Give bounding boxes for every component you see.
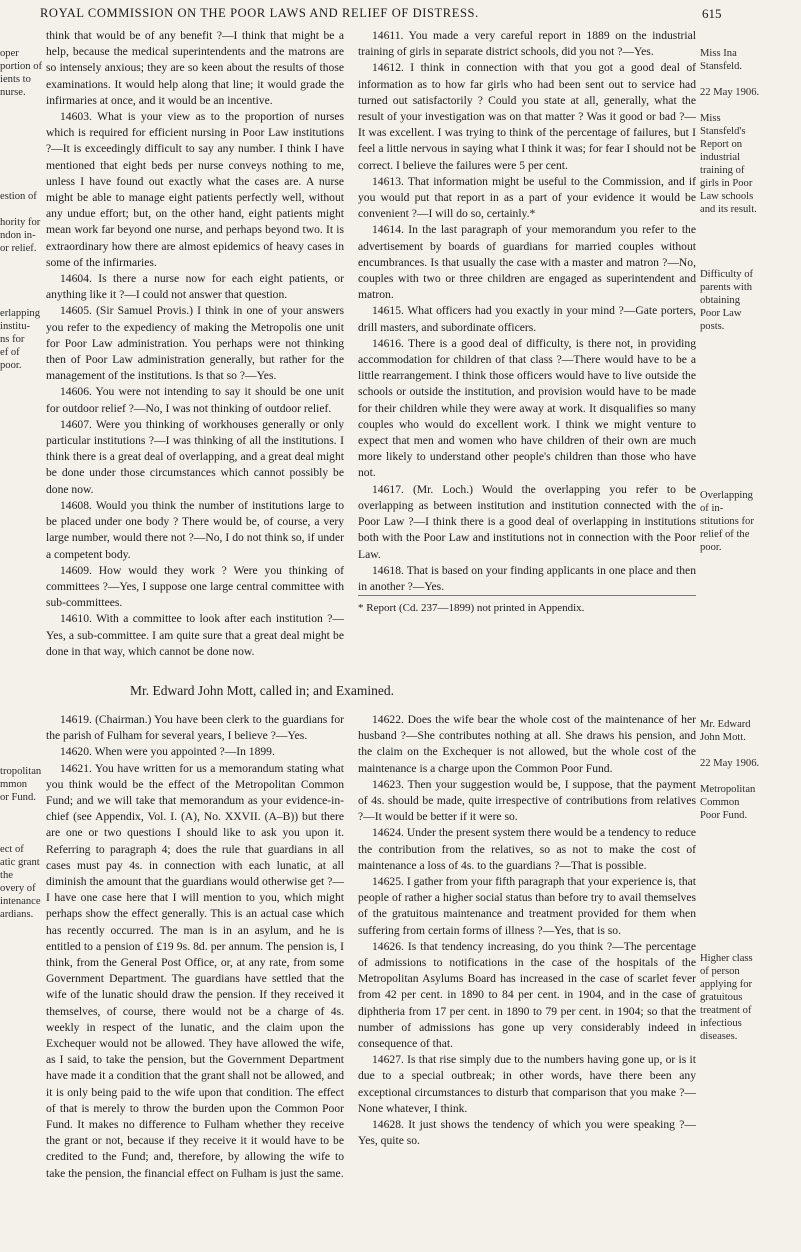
paragraph: 14618. That is based on your finding applicants in one place and then in another ?—Yes. — [358, 563, 696, 593]
paragraph: 14607. Were you thinking of workhouses generally or only particular institutions ?—I was thinking of all the institutions. I think there is a great deal of overlapping, and a great deal might be done under those circumstances which cannot possibly be done now. — [46, 417, 344, 496]
paragraph: 14605. (Sir Samuel Provis.) I think in one of your answers you refer to the expediency of making the Metropolis one unit for Poor Law administration. You perhaps were not thinking then of Poor Law administration generally, but rather for the management of the institutions. Is that so ?—Yes. — [46, 304, 344, 383]
paragraph: 14609. How would they work ? Were you thinking of committees ?—Yes, I suppose one large central committee with sub-committees. — [46, 563, 344, 610]
paragraph: 14608. Would you think the number of institutions large to be placed under one body ? There would be, of course, a very large number, would there not ?—No, I do not think so, if under a competent body. — [46, 498, 344, 561]
paragraph: 14612. I think in connection with that you got a good deal of information as to how far girls who had been sent out to service had turned out satisfactorily ? Could you state at all, generally, what the result of your investigation was on that matter ? Was it good or bad ?—It was excellent. I was trying to think of the percentage of failures, but I feel a little nervous in saying what I think it was; for fear I should not be correct. I believe the failures were 5 per cent. — [358, 61, 696, 172]
paragraph: 14624. Under the present system there would be a tendency to reduce the contribution from the relatives, so as not to make the cost of maintenance a loss of 4s. to the guardians ?—That is possible. — [358, 826, 696, 872]
paragraph: 14627. Is that rise simply due to the numbers having gone up, or is it due to a special outbreak; in other words, have there been any exceptional circumstances to disturb that comparison that you make ?—None whatever, I think. — [358, 1053, 696, 1115]
paragraph: 14606. You were not intending to say it should be one unit for outdoor relief ?—No, I was not thinking of outdoor relief. — [46, 385, 344, 415]
column-left-top — [46, 28, 344, 660]
left-margin-notes-top: oper portion of ients to nurse. estion of hority for ndon in- or relief. erlapping institu- ns for ef of poor. — [0, 48, 43, 371]
paragraph: 14623. Then your suggestion would be, I suppose, that the payment of 4s. should be made, quite irrespective of contributions from relatives ?—It would be better if it were so. — [358, 777, 696, 824]
column-right-top — [358, 28, 696, 616]
paragraph: 14603. What is your view as to the proportion of nurses which is required for efficient nursing in Poor Law institutions ?—It is exceedingly difficult to say any number. I think I have mentioned that eight beds per nurse conveys nothing to me, unless I have found out exactly what the cases are. A nurse might be able to manage eight patients perfectly well, without any undue effort; but, on the other hand, eight patients might mean work far beyond one nurse, and perhaps beyond two. It is extraordinary how there are almost epidemics of heavy cases in some of the infirmaries. — [46, 110, 344, 269]
right-margin-notes-bottom: Mr. Edward John Mott. 22 May 1906. Metropolitan Common Poor Fund. Higher class of person applying for gratuitous treatment of infectious diseases. — [700, 719, 760, 1042]
footnote: * Report (Cd. 237—1899) not printed in Appendix. — [358, 595, 696, 616]
right-margin-notes-top: Miss Ina Stansfeld. 22 May 1906. Miss Stansfeld's Report on industrial training of girls in Poor Law schools and its result. Difficulty of parents with obtaining Poor Law posts. Overlapping of in- stitutions for relief of the poor. — [700, 48, 760, 553]
paragraph: 14614. In the last paragraph of your memorandum you refer to the advertisement by boards of guardians for married couples without encumbrances. Is that usually the case with a master and matron ?—No, couples with two or three children are engaged as superintendent and matron. — [358, 223, 696, 302]
page-number: 615 — [702, 6, 722, 21]
paragraph: 14617. (Mr. Loch.) Would the overlapping you refer to be overlapping as between institution and institution connected with the Poor Law ?—I think there is a good deal of overlapping in institutions both with the Poor Law and institutions not in connection with the Poor Law. — [358, 482, 696, 561]
page-header — [0, 6, 801, 24]
paragraph: 14615. What officers had you exactly in your mind ?—Gate porters, drill masters, and subordinate officers. — [358, 304, 696, 334]
paragraph: 14622. Does the wife bear the whole cost of the maintenance of her husband ?—She contributes nothing at all. She draws his pension, and the claim on the Exchequer is not allowed, but the whole cost of the maintenance is a charge upon the Common Poor Fund. — [358, 713, 696, 775]
paragraph: 14621. You have written for us a memorandum stating what you think would be the effect of the Metropolitan Common Fund; and we will take that memorandum as your evidence-in-chief (see Appendix, Vol. I. (A), No. XXVII. (A–B)) but there are one or two questions I should like to ask you upon it. Referring to paragraph 4; does the rule that guardians in all cases must pay 4s. in connection with each lunatic, at all diminish the amount that the guardians would otherwise get ?—I have one case here that I will mention to you, which might perhaps show the effect generally. This is an actual case which has recently occurred. The man is in an asylum, and he is entitled to a pension of £19 9s. 8d. per annum. The pension is, I think, from the General Post Office, or, at any rate, from some Government Department. The guardians have settled that the wife of the lunatic should draw the pension. If they received it themselves, of course, there would not be a charge of 4s. weekly in respect of the lunatic, and the claim upon the Exchequer would not be allowed. They have allowed the wife, as I said, to take the pension, but the Government Department have made it a condition that the grant shall not be allowed, and it is only being paid to the wife upon that condition. The effect of that is merely to throw the burden upon the Common Poor Fund. It makes no difference to Fulham whether they receive the grant or not, because if they receive it it would have to be credited to the Fund; and, therefore, by allowing the wife to take the pension, the financial effect on Fulham is just the same. — [46, 761, 344, 1180]
column-left-bottom — [46, 712, 344, 1182]
paragraph: 14613. That information might be useful to the Commission, and if you would put that report in as a part of your evidence it would be convenient ?—I will do so, certainly.* — [358, 174, 696, 221]
paragraph: 14626. Is that tendency increasing, do you think ?—The percentage of admissions to notifications in the case of the hospitals of the Metropolitan Asylums Board has increased in the case of scarlet fever from 42 per cent. in 1890 to 84 per cent. in 1904, and in the case of diphtheria from 17 per cent. in 1890 to 79 per cent. in 1904; so that the number of admissions has gone up very considerably indeed in consequence of that. — [358, 939, 696, 1051]
paragraph: 14625. I gather from your fifth paragraph that your experience is, that people of rather a higher social status than before try to avail themselves of the gratuitous maintenance and treatment provided for them when suffering from certain forms of illness ?—Yes, that is so. — [358, 875, 696, 937]
paragraph: think that would be of any benefit ?—I think that might be a help, because the medical superintendents and the matrons are so intensely anxious; they are so keen about the results of those examinations. It would help along that line; it would grade the infirmaries at once, and it would be an incentive. — [46, 29, 344, 107]
left-margin-notes-bottom: tropolitan mmon or Fund. ect of atic grant the overy of intenance ardians. — [0, 766, 42, 920]
paragraph: 14604. Is there a nurse now for each eight patients, or anything like it ?—I could not answer that question. — [46, 272, 344, 302]
paragraph: 14611. You made a very careful report in 1889 on the industrial training of girls in separate district schools, did you not ?—Yes. — [358, 29, 696, 59]
paragraph: 14616. There is a good deal of difficulty, is there not, in providing accommodation for children of that class ?—There would have to be a little rearrangement. I think those officers would have to live outside the schools or outside the institution, and provision would have to be made for their children while they were away at work. It disqualifies so many couples who would do excellent work. I think we might venture to expect that men and women who have children of their own are much more likely to understand other people's children than those who have not. — [358, 336, 696, 480]
running-title: ROYAL COMMISSION ON THE POOR LAWS AND RELIEF OF DISTRESS. — [40, 6, 479, 20]
column-right-bottom — [358, 712, 696, 1149]
paragraph: 14619. (Chairman.) You have been clerk to the guardians for the parish of Fulham for several years, I believe ?—Yes. — [46, 713, 344, 743]
witness-heading: Mr. Edward John Mott, called in; and Examined. — [130, 683, 394, 698]
paragraph: 14610. With a committee to look after each institution ?—Yes, a sub-committee. I am quite sure that a great deal might be done in that way, which cannot be done now. — [46, 612, 344, 658]
paragraph: 14628. It just shows the tendency of which you were speaking ?—Yes, quite so. — [358, 1118, 696, 1148]
paragraph: 14620. When were you appointed ?—In 1899. — [60, 745, 275, 759]
